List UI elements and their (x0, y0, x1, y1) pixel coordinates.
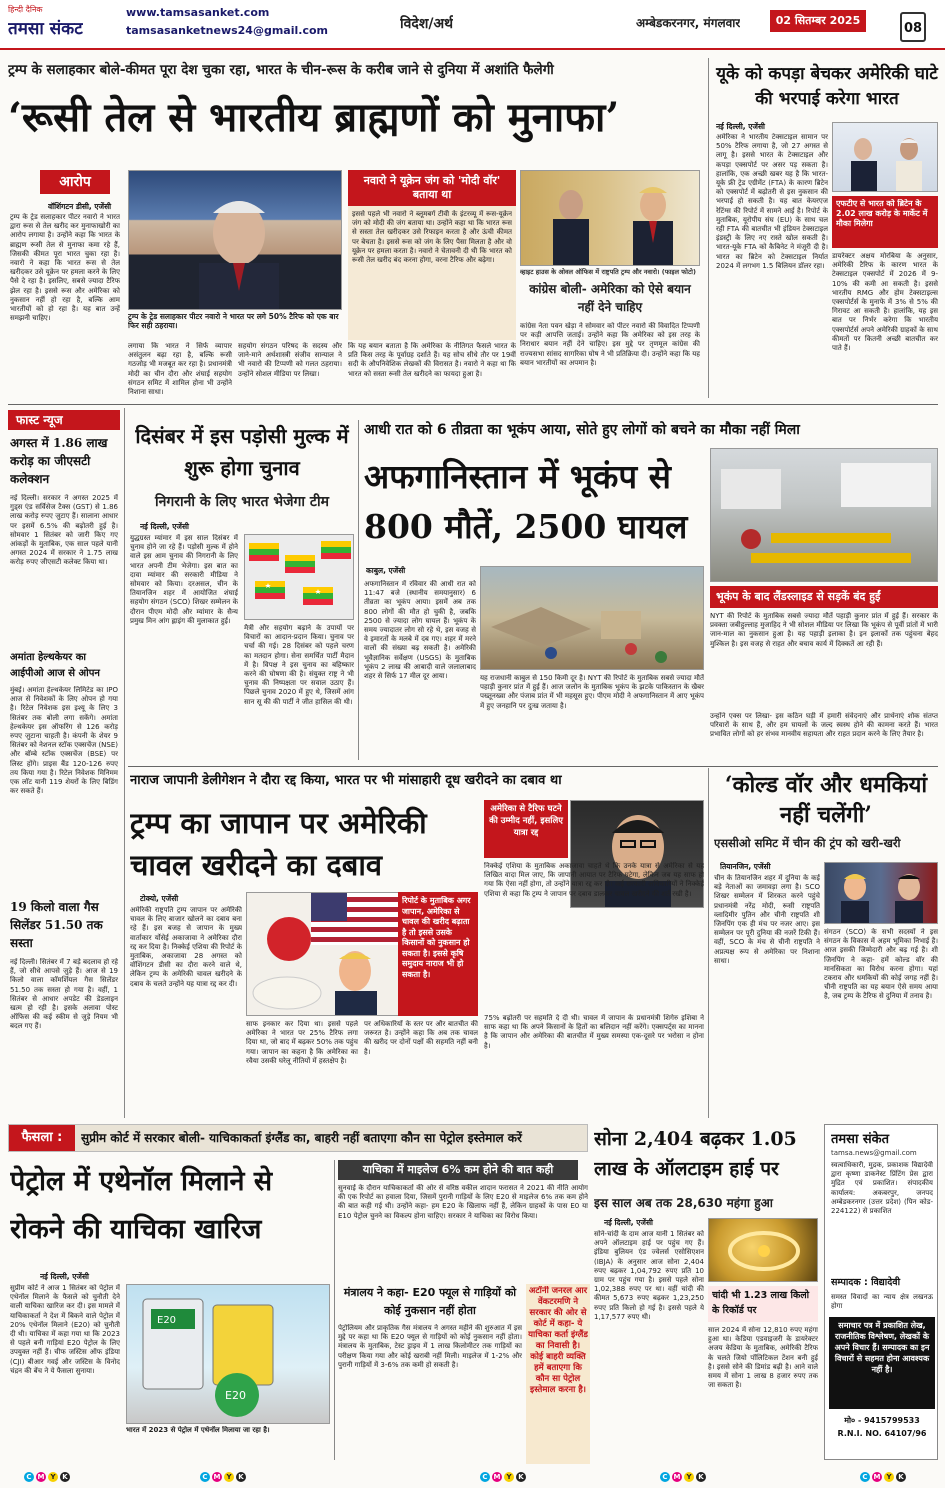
imprint-box (824, 1124, 938, 1460)
uk-photo-caption (832, 196, 938, 248)
myanmar-flags (245, 535, 354, 620)
cmyk-y: Y (684, 1472, 694, 1482)
cmyk-y: Y (48, 1472, 58, 1482)
myanmar-flags-photo (244, 534, 354, 620)
cmyk-k: K (896, 1472, 906, 1482)
afghan-quake-scene (481, 567, 704, 670)
oval-office-figures (521, 171, 700, 266)
brand-name: तमसा संकट (8, 19, 83, 39)
congress-box-title: कांग्रेस बोली- अमेरिका को ऐसे बयान नहीं देने चाहिए (529, 282, 691, 314)
uk-story-body-2: डायरेक्टर अक्षय मोरबिया के अनुसार, अमेरिकी टैरिफ के कारण भारत के टेक्सटाइल एक्सपोर्ट में 2026 में 9-10% की कमी आ सकती है। इससे भारतीय RMG और होम टेक्सटाइल्स एक्सपोर्टर्स के मुनाफे में 3% से 5% की गिरावट आ सकती है। हालांकि, यह इस बात पर निर्भर करेगा कि भारतीय एक्सपोर्टर्स अपने अमेरिकी ग्राहकों के साथ कीमतों पर कितनी अच्छी बातचीत कर पाते हैं। (832, 252, 938, 353)
svg-text:E20: E20 (225, 1389, 246, 1402)
cmyk-marks-mid2 (480, 1472, 526, 1482)
top-story-body-4: कि यह बयान बताता है कि अमेरिका के नीतिगत फैसले भारत के प्रति किस तरह के पूर्वाग्रह दर्शाते हैं। यह सोच सीधे तौर पर 19वीं सदी के औपनिवेशिक लेखकों की विरासत है। नवारो ने कहा था कि भारत को सस्ता रूसी तेल खरीदने का फायदा हुआ है। (348, 342, 516, 378)
navaro-box-title: नवारो ने यूक्रेन जंग को 'मोदी वॉर' बताया था (348, 170, 516, 206)
cmyk-k: K (236, 1472, 246, 1482)
myanmar-headline-2: निगरानी के लिए भारत भेजेगा टीम (155, 494, 329, 510)
gold-jewellery (709, 1219, 818, 1282)
svg-text:E20: E20 (157, 1315, 177, 1326)
petrol-body-1: सुप्रीम कोर्ट ने आज 1 सितंबर को पेट्रोल में एथेनॉल मिलाने के फैसले को चुनौती देने वाली याचिका खारिज कर दी। इस मामले में याचिकाकर्ता ने देश में बिकने वाले पेट्रोल में 20% एथेनॉल मिलाने (E20) को चुनौती दी थी। याचिका में कहा गया था कि 2023 से पहले बनी गाड़ियां E20 पेट्रोल के लिए उपयुक्त नहीं हैं। चीफ जस्टिस ऑफ इंडिया (CJI) बीआर गवई और जस्टिस के विनोद चंद्रन की बेंच ने ये फैसला सुनाया। (10, 1284, 120, 1375)
silver-caption (708, 1286, 818, 1322)
oval-office-photo (520, 170, 700, 266)
afghan-body-2: यह राजधानी काबुल से 150 किमी दूर है। NYT की रिपोर्ट के मुताबिक सबसे ज्यादा मौतें पहाड़ी कुनार प्रांत में हुई हैं। आज जलोन के मुताबिक भूकंप के झटके पाकिस्तान के खैबर पख्तूनख्वा और पंजाब प्रांत में भी महसूस हुए। पीएम मोदी ने अफगानिस्तान में आए भूकंप में हुए जनहानि पर दुःख जताया है। (480, 674, 704, 710)
gold-photo (708, 1218, 818, 1282)
silver-caption-text: चांदी भी 1.23 लाख किलो के रिकॉर्ड पर (712, 1290, 810, 1316)
cmyk-marks-mid3 (660, 1472, 706, 1482)
japan-dateline: टोक्यो, एजेंसी (140, 894, 179, 903)
cmyk-m: M (493, 1473, 501, 1481)
cmyk-c: C (860, 1472, 870, 1482)
petrol-body-2: सुनवाई के दौरान याचिकाकर्ता की ओर से वरिष्ठ वकील शादान फरासत ने 2021 की नीति आयोग की एक रिपोर्ट का हवाला दिया, जिसमें पुरानी गाड़ियों के लिए E20 से माइलेज 6% तक कम होने की बात कही गई थी। उन्होंने कहा- हम E20 के खिलाफ नहीं हैं, लेकिन ग्राहकों के पास E0 या E10 पेट्रोल चुनने का विकल्प होना चाहिए। सरकार ने याचिका का विरोध किया। (338, 1184, 588, 1220)
ministry-body: पेट्रोलियम और प्राकृतिक गैस मंत्रालय ने अगस्त महीने की शुरुआत में इस मुद्दे पर कहा था कि E20 फ्यूल से गाड़ियों को कोई नुकसान नहीं होता। मंत्रालय के मुताबिक, टेस्ट ड्राइव में 1 लाख किलोमीटर तक गाड़ियों का परीक्षण किया गया और कोई खराबी नहीं मिली। माइलेज में 1-2% और पुरानी गाड़ियों में 3-6% तक कमी हो सकती है। (338, 1324, 522, 1369)
cmyk-k: K (516, 1472, 526, 1482)
date-badge: 02 सितम्बर 2025 (770, 10, 866, 32)
japan-body-1: अमेरिकी राष्ट्रपति ट्रम्प जापान पर अमेरिकी चावल के लिए बाजार खोलने का दबाव बना रहे हैं। इस बजह से जापान के मुख्य वार्ताकार र्योसेई अकाजावा ने अमेरिका दौरा रद्द कर दिया है। निक्केई एशिया की रिपोर्ट के मुताबिक, अकाजावा 28 अगस्त को वॉशिंगटन डीसी का दौरा करने वाले थे, लेकिन ट्रम्प के अमेरिकी चावल खरीदने के दबाव के चलते उन्होंने यह यात्रा रद्द कर दी। (130, 906, 242, 988)
navarro-photo-caption: ट्रम्प के ट्रेड सलाहकार पीटर नवारो ने भारत पर लगे 50% टैरिफ को एक बार फिर सही ठहराया। (128, 312, 339, 330)
afghan-quake-photo (480, 566, 704, 670)
cmyk-marks-left (24, 1472, 70, 1482)
uk-story-dateline: नई दिल्ली, एजेंसी (716, 122, 765, 131)
top-story-dateline: वॉशिंगटन डीसी, एजेंसी (48, 202, 112, 211)
top-story-body-2: लगाया कि भारत ने सिर्फ व्यापार असंतुलन बढ़ा रहा है, बल्कि रूसी गठजोड़ भी मजबूत कर रहा है। प्रधानमंत्री मोदी का चीन दौरा और शंघाई सहयोग संगठन समिट में शामिल होना भी उन्होंने निशाना साधा। (128, 342, 232, 397)
place-day: अम्बेडकरनगर, मंगलवार (636, 16, 741, 30)
uk-leaders-figures (833, 123, 938, 192)
imprint-mobile: मो० - 9415799533 (844, 1416, 920, 1425)
attorney-general-box (526, 1284, 590, 1464)
fast-news-item2-body: मुंबई। अमांता हेल्थकेयर लिमिटेड का IPO आज से निवेशकों के लिए ओपन हो गया है। रिटेल निवेशक इस इश्यू के लिए 3 सितंबर तक बोली लगा सकेंगे। अमांता हेल्थकेयर इस ऑफरिंग से 126 करोड़ रुपए जुटाना चाहती है। कंपनी के शेयर 9 सितंबर को नेशनल स्टॉक एक्सचेंज (NSE) और बॉम्बे स्टॉक एक्सचेंज (BSE) पर लिस्ट होंगे। प्राइस बैंड 120-126 रुपए तय किया गया है। रिटेल निवेशक मिनिमम एक लॉट यानी 119 शेयरों के लिए बिडिंग कर सकते हैं। (10, 686, 118, 796)
website[interactable]: www.tamsasanket.com (126, 6, 270, 19)
cold-war-dateline: तियानजिन, एजेंसी (720, 862, 771, 871)
top-story-kicker: ट्रम्प के सलाहकार बोले-कीमत पूरा देश चुका रहा, भारत के चीन-रूस के करीब जाने से दुनिया में अशांति फैलेगी (8, 62, 554, 78)
imprint-brand: तमसा संकेत (831, 1132, 890, 1147)
brand-logo (6, 2, 121, 46)
decision-banner (8, 1124, 588, 1152)
afghan-photo-caption: भूकंप के बाद लैंडस्लाइड से सड़कें बंद हुईं (710, 586, 938, 608)
imprint-invite: समाचार पत्र में प्रकाशित लेख, राजनीतिक विश्लेषण, लेखकों के अपने विचार हैं। सम्पादक का इन विचारों से सहमत होना आवश्यक नहीं है। (829, 1317, 935, 1409)
decision-banner-label: फैसला : (9, 1125, 75, 1151)
japan-tag-box (484, 800, 568, 858)
imprint-rni: R.N.I. NO. 64107/96 (837, 1429, 927, 1438)
petrol-headline: पेट्रोल में एथेनॉल मिलाने से रोकने की याचिका खारिज (10, 1166, 273, 1245)
japan-tag-text: अमेरिका से टैरिफ घटने की उम्मीद नहीं, इसलिए यात्रा रद्द (489, 804, 563, 838)
japan-kicker: नाराज जापानी डेलीगेशन ने दौरा रद्द किया, भारत पर भी मांसाहारी दूध खरीदने का दबाव था (130, 773, 562, 788)
cmyk-c: C (660, 1472, 670, 1482)
uk-photo-caption-text: एफटीए से भारत को ब्रिटेन के 2.02 लाख करोड़ के मार्केट में मौका मिलेगा (836, 199, 928, 228)
imprint-email[interactable]: tamsa.news@gmail.com (831, 1149, 917, 1157)
japan-headline: ट्रम्प का जापान पर अमेरिकी चावल खरीदने का दबाव (130, 806, 427, 882)
top-story-body-1: ट्रम्प के ट्रेड सलाहकार पीटर नवारो ने भारत द्वारा रूस से तेल खरीद कर मुनाफाखोरी का आरोप लगाया है। उन्होंने कहा कि भारत के ब्राह्मण रूसी तेल से मुनाफा कमा रहे हैं, जिसकी कीमत पूरा भारत चुका रहा है। नवारो ने कहा कि भारत रूस से तेल खरीदकर उसे यूक्रेन पर हमला करने के लिए पैसे दे रहा है। इसलिए, सबसे ज्यादा टैरिफ झेल रहा है। इससे रूस और अमेरिका को नुकसान नहीं हो रहा है, बल्कि आम भारतीयों को हो रहा है। यह बात उन्हें समझनी चाहिए। (10, 213, 120, 323)
uk-story-headline: यूके को कपड़ा बेचकर अमेरिकी घाटे की भरपाई करेगा भारत (716, 64, 938, 109)
myanmar-body-2: मैत्री और सहयोग बढ़ाने के उपायों पर विचारों का आदान-प्रदान किया। चुनाव पर चर्चा की गई। 28 दिसंबर को पहले चरण का मतदान होगा। सेना समर्थित पार्टी मैदान में है। विपक्ष ने इस चुनाव का बहिष्कार करने की घोषणा की है। संयुक्त राष्ट्र ने भी चुनाव की निष्पक्षता पर सवाल उठाए हैं। पिछले चुनाव 2020 में हुए थे, जिसमें आंग सान सू की की पार्टी ने जीत हासिल की थी। (244, 624, 354, 706)
cmyk-m: M (673, 1473, 681, 1481)
gold-headline: सोना 2,404 बढ़कर 1.05 लाख के ऑलटाइम हाई पर (594, 1128, 797, 1180)
fast-news-item1-title: अगस्त में 1.86 लाख करोड़ का जीएसटी कलेक्शन (10, 436, 108, 486)
page-number: 08 (900, 12, 926, 42)
cmyk-y: Y (504, 1472, 514, 1482)
cmyk-k: K (696, 1472, 706, 1482)
gold-kicker: इस साल अब तक 28,630 महंगा हुआ (594, 1196, 773, 1210)
uk-story-body: अमेरिका ने भारतीय टेक्सटाइल सामान पर 50% टैरिफ लगाया है, जो 27 अगस्त से लागू है। इससे भारत के टेक्सटाइल और कपड़ा एक्सपोर्ट पर असर पड़ सकता है। हालांकि, एक अच्छी खबर यह है कि भारत-यूके फ्री ट्रेड एग्रीमेंट (FTA) के कारण ब्रिटेन को एक्सपोर्ट में बढ़ोतरी से इस नुकसान की भरपाई हो सकती है। यह बात केयरएज रेटिंग्स की रिपोर्ट में सामने आई है। रिपोर्ट के मुताबिक, यूरोपीय संघ (EU) के साथ चल रही FTA की बातचीत भी इंडियन टेक्सटाइल इंडस्ट्री के लिए नए रास्ते खोल सकती है। भारत-यूके FTA को कैबिनेट ने मंजूरी दी है। भारत का ब्रिटेन को टेक्सटाइल निर्यात 2024 में लगभग 1.5 बिलियन डॉलर रहा। (716, 133, 828, 270)
trump-xi-photo (824, 862, 938, 924)
imprint-editor: सम्पादक : विद्यादेवी (831, 1277, 901, 1288)
cold-war-body-1: चीन के तियानजिन शहर में दुनिया के कई बड़े नेताओं का जमावड़ा लगा है। SCO शिखर सम्मेलन में शिरकत करने पहुंचे प्रधानमंत्री नरेंद्र मोदी, रूसी राष्ट्रपति व्लादिमीर पुतिन और चीनी राष्ट्रपति शी जिनपिंग एक ही मंच पर नजर आए। इस सम्मेलन पर पूरी दुनिया की नजरें टिकी हैं। वहीं, SCO के मंच से चीनी राष्ट्रपति ने अप्रत्यक्ष रूप से अमेरिका पर निशाना साधा। (714, 874, 820, 965)
cmyk-marks-mid1 (200, 1472, 246, 1482)
fast-news-item3-title: 19 किलो वाला गैस सिलेंडर 51.50 तक सस्ता (10, 900, 103, 950)
masthead (0, 0, 945, 50)
afghan-headline: अफगानिस्तान में भूकंप से 800 मौतें, 2500 घायल (364, 457, 688, 546)
navaro-box-body: इससे पहले भी नवारो ने ब्लूमबर्ग टीवी के इंटरव्यू में रूस-यूक्रेन जंग को मोदी की जंग बताया था। उन्होंने कहा था कि भारत रूस से सस्ता तेल खरीदकर उसे रिफाइन करता है और ऊंची कीमत पर बेचता है। इससे रूस को जंग के लिए पैसा मिलता है और वो यूक्रेन पर हमला करता है। नवारो ने चेतावनी दी थी कि भारत को रूसी तेल खरीद बंद करना होगा, वरना टैरिफ और बढ़ेगा। (352, 210, 512, 265)
charge-label: आरोप (40, 170, 110, 194)
imprint-note: समस्त विवादों का न्याय क्षेत्र लखनऊ होगा (831, 1293, 933, 1311)
afghan-dateline: काबुल, एजेंसी (366, 566, 406, 575)
e20-photo-caption: भारत में 2023 से पेट्रोल में एथेनॉल मिलाया जा रहा है। (126, 1426, 270, 1434)
cmyk-c: C (200, 1472, 210, 1482)
cold-war-headline: ‘कोल्ड वॉर और धमकियां नहीं चलेंगी’ (724, 772, 928, 828)
brand-small: हिन्दी दैनिक (8, 5, 43, 14)
imprint-text: स्वत्वाधिकारी, मुद्रक, प्रकाशक विद्यादेवी द्वारा कृष्णा डाकनेस्ट प्रिंटिंग प्रेस द्वारा मुद्रित एवं प्रकाशित। संपादकीय कार्यालय: अकबरपुर, जनपद अम्बेडकरनगर (उत्तर प्रदेश) (पिन कोड- 224122) से प्रकाशित (831, 1161, 933, 1216)
japan-body-2: साफ इनकार कर दिया था। इससे पहले अमेरिका ने भारत पर 25% टैरिफ लगा दिया था, जो बाद में बढ़कर 50% तक पहुंच गया। जापान का कहना है कि अमेरिका का रवैया उसकी घरेलू नीतियों में हस्तक्षेप है। (246, 1020, 358, 1065)
e20-pump-scene (127, 1285, 330, 1424)
e20-pump-photo (126, 1284, 330, 1424)
gold-body-1: सोने-चांदी के दाम आज यानी 1 सितंबर को अपने ऑलटाइम हाई पर पहुंच गए हैं। इंडिया बुलियन एंड ज्वेलर्स एसोसिएशन (IBJA) के अनुसार आज सोना 2,404 रुपए बढ़कर 1,04,792 रुपए प्रति 10 ग्राम पर पहुंच गया है। इससे पहले सोना 1,02,388 रुपए पर था। वहीं चांदी की कीमत 5,673 रुपए बढ़कर 1,23,250 रुपए प्रति किलो हो गई है। इससे पहले ये 1,17,577 रुपए थी। (594, 1230, 704, 1321)
japan-body-3: पर अधिकारियों के स्तर पर और बातचीत की जरूरत है। उन्होंने कहा कि अब तक चावल की खरीद पर दोनों पक्षों की सहमति नहीं बनी है। (364, 1020, 478, 1056)
cold-war-body-2: संगठन (SCO) के सभी सदस्यों ने इस संगठन के विकास में अहम भूमिका निभाई है। आज इसकी जिम्मेदारी और बढ़ गई है। शी जिनपिंग ने कहा- हमें कोल्ड वॉर की मानसिकता का विरोध करना होगा। यहां टकराव और धमकियों की कोई जगह नहीं है। चीनी राष्ट्रपति का यह बयान ऐसे समय आया है, जब ट्रम्प के टैरिफ से दुनिया में तनाव है। (824, 928, 938, 1001)
navaro-box (348, 170, 516, 340)
cmyk-marks-right (860, 1472, 906, 1482)
afghan-body-4: उन्होंने एक्स पर लिखा- इस कठिन घड़ी में हमारी संवेदनाएं और प्रार्थनाएं शोक संतप्त परिवारों के साथ हैं, और हम घायलों के जल्द स्वस्थ होने की कामना करते हैं। भारत प्रभावित लोगों को हर संभव मानवीय सहायता और राहत प्रदान करने के लिए तैयार है। (710, 712, 938, 739)
cmyk-y: Y (224, 1472, 234, 1482)
afghan-rescue-photo (710, 448, 938, 582)
section-label: विदेश/अर्थ (400, 16, 454, 32)
navarro-figure (129, 171, 342, 310)
petrol-subhead: याचिका में माइलेज 6% कम होने की बात कही (338, 1160, 578, 1180)
cmyk-k: K (60, 1472, 70, 1482)
cold-war-kicker: एससीओ समिट में चीन की ट्रंप को खरी-खरी (714, 836, 901, 850)
oval-office-caption: व्हाइट हाउस के ओवल ऑफिस में राष्ट्रपति ट्रम्प और नवारो। (फाइल फोटो) (520, 268, 696, 276)
cmyk-m: M (37, 1473, 45, 1481)
cmyk-y: Y (884, 1472, 894, 1482)
attorney-general-text: अटॉर्नी जनरल आर वेंकटरमणि ने सरकार की ओर से कोर्ट में कहा- ये याचिका कर्ता इंग्लैंड का निवासी है। कोई बाहरी व्यक्ति हमें बताएगा कि कौन सा पेट्रोल इस्तेमाल करना है। (528, 1286, 588, 1395)
myanmar-dateline: नई दिल्ली, एजेंसी (140, 522, 189, 531)
myanmar-body-1: युद्धग्रस्त म्यांमार में इस साल दिसंबर में चुनाव होने जा रहे हैं। पड़ोसी मुल्क में होने वाले इस आम चुनाव की निगरानी के लिए भारत अपनी टीम भेजेगा। इस बात का दावा म्यांमार की सरकारी मीडिया ने सोमवार को किया। दरअसल, चीन के तियानजिन शहर में आयोजित शंघाई सहयोग संगठन (SCO) शिखर सम्मेलन के दौरान पीएम मोदी और म्यांमार के सैन्य प्रमुख मिन आंग ह्लाइंग की मुलाकात हुई। (130, 534, 238, 625)
afghan-body-3: NYT की रिपोर्ट के मुताबिक सबसे ज्यादा मौतें पहाड़ी कुनार प्रांत में हुई हैं। सरकार के प्रवक्ता जबीहुल्लाह मुजाहिद ने भी सोशल मीडिया पर लिखा कि भूकंप से पूर्वी प्रांतों में भारी जान-माल का नुकसान हुआ है। यह पहाड़ी इलाका है। इन इलाकों तक पहुंचना बेहद मुश्किल है। इस वजह से राहत और बचाव कार्य में दिक्कतें आ रही हैं। (710, 612, 938, 648)
cmyk-c: C (480, 1472, 490, 1482)
japan-body-4: निक्केई एशिया के मुताबिक अकाजावा चाहते थे कि उनके यात्रा से अमेरिका से यह लिखित वादा मिल जाए, कि जापानी आयात पर टैरिफ घटेगा, लेकिन जब यह साफ हो गया कि ऐसा नहीं होगा, तो उन्होंने यात्रा रद्द कर दी। कई सरकारी अधिकारियों ने निक्केई एशिया से कहा कि ट्रम्प ने जापान पर दबाव डालकर चावल खरीदने की शर्त रखी है। (484, 862, 704, 898)
top-story-headline: ‘रूसी तेल से भारतीय ब्राह्मणों को मुनाफा’ (8, 94, 620, 141)
fast-news-item2-title: अमांता हेल्थकेयर का आईपीओ आज से ओपन (10, 652, 100, 679)
fast-news-label: फास्ट न्यूज (8, 410, 120, 430)
congress-box-body: कांग्रेस नेता पवन खेड़ा ने सोमवार को पीटर नवारो की विवादित टिप्पणी पर कड़ी आपत्ति जताई। उन्होंने कहा कि अमेरिका को इस तरह के निराधार बयान नहीं देने चाहिए। इस मुद्दे पर तृणमूल कांग्रेस की राज्यसभा सांसद सागरिका घोष ने भी प्रतिक्रिया दी। उन्होंने कहा कि यह बयान भारतीयों का अपमान है। (520, 322, 700, 367)
japan-img-text: रिपोर्ट के मुताबिक अगर जापान, अमेरिका से चावल की खरीद बढ़ाता है तो इससे उसके किसानों को नुकसान हो सकता है। इससे कृषि समुदाय नाराज भी हो सकता है। (402, 896, 471, 979)
navarro-photo (128, 170, 342, 310)
top-story-body-3: सहयोग संगठन परिषद के सदस्य और जाने-माने अर्थशास्त्री संजीव सान्याल ने भी नवारो की टिप्पणी को गलत ठहराया। उन्होंने सोशल मीडिया पर लिखा। (238, 342, 342, 378)
afghan-body-1: अफगानिस्तान में रविवार की आधी रात को 11:47 बजे (स्थानीय समयानुसार) 6 तीव्रता का भूकंप आया। इसमें अब तक 800 लोगों की मौत हो चुकी है, जबकि 2500 से ज्यादा लोग घायल हैं। भूकंप के समय ज्यादातर लोग सो रहे थे, इस वजह से वे इमारतों के मलबे में दब गए। शहर में मरने वालों की संख्या बढ़ सकती है। अमेरिकी भूवैज्ञानिक सर्वेक्षण (USGS) के मुताबिक भूकंप 2 लाख की आबादी वाले जलालाबाद शहर से सिर्फ 17 मील दूर आया। (364, 580, 476, 681)
ministry-title: मंत्रालय ने कहा- E20 फ्यूल से गाड़ियों को कोई नुकसान नहीं होता (343, 1286, 517, 1317)
gold-body-2: साल 2024 में सोना 12,810 रुपए महंगा हुआ था। केडिया एडवाइजरी के डायरेक्टर अजय केडिया के मुताबिक, अमेरिकी टैरिफ के चलते जियो पॉलिटिकल टेंशन बनी हुई है। इससे सोने की डिमांड बढ़ी है। आने वाले समय में सोना 1 लाख 8 हजार रुपए तक जा सकता है। (708, 1326, 818, 1390)
trump-xi-figures (825, 863, 938, 924)
afghan-rescue-scene (711, 449, 938, 582)
fast-news-item1-body: नई दिल्ली। सरकार ने अगस्त 2025 में गुड्स एंड सर्विसेज टैक्स (GST) से 1.86 लाख करोड़ रुपए जुटाए हैं। सालाना आधार पर इसमें 6.5% की बढ़ोतरी हुई है। सोमवार 1 सितंबर को जारी किए गए आंकड़ों के मुताबिक, एक साल पहले यानी अगस्त 2024 में सरकार ने 1.75 लाख करोड़ रुपए जीएसटी कलेक्ट किया था। (10, 494, 118, 567)
fast-news-item3-body: नई दिल्ली। सितंबर में 7 बड़े बदलाव हो रहे हैं, जो सीधे आपसे जुड़े हैं। आज से 19 किलो वाला कॉमर्शियल गैस सिलेंडर 51.50 तक सस्ता हो गया है। वहीं, 1 सितंबर से आधार अपडेट की डेडलाइन खत्म हो रही है। इसके अलावा पोस्ट ऑफिस की कई स्कीम से जुड़े नियम भी बदल गए हैं। (10, 958, 118, 1031)
japan-body-5: 75% बढ़ोतरी पर सहमति दे दी थी। चावल में जापान के प्रधानमंत्री शिगेरु इशिबा ने साफ कहा था कि अपने किसानों के हितों का बलिदान नहीं करेंगे। एक्सपर्ट्स का मानना है कि जापान और अमेरिका की बातचीत में मुख्य समस्या एक-दूसरे पर भरोसा न होना है। (484, 1014, 704, 1050)
email-link[interactable]: tamsasanketnews24@gmail.com (126, 24, 328, 37)
gold-dateline: नई दिल्ली, एजेंसी (604, 1218, 653, 1227)
cmyk-m: M (213, 1473, 221, 1481)
japan-img-text-box (398, 892, 478, 1016)
petrol-dateline: नई दिल्ली, एजेंसी (40, 1272, 89, 1281)
cmyk-c: C (24, 1472, 34, 1482)
myanmar-headline-1: दिसंबर में इस पड़ोसी मुल्क में शुरू होगा चुनाव (135, 424, 349, 480)
decision-banner-text: सुप्रीम कोर्ट में सरकार बोली- याचिकाकर्ता इंग्लैंड का, बाहरी नहीं बताएगा कौन सा पेट्रोल इस्तेमाल करें (81, 1131, 522, 1145)
uk-photo (832, 122, 938, 192)
afghan-kicker: आधी रात को 6 तीव्रता का भूकंप आया, सोते हुए लोगों को बचने का मौका नहीं मिला (364, 422, 800, 438)
cmyk-m: M (873, 1473, 881, 1481)
petrol-body-1b (126, 1440, 330, 1464)
